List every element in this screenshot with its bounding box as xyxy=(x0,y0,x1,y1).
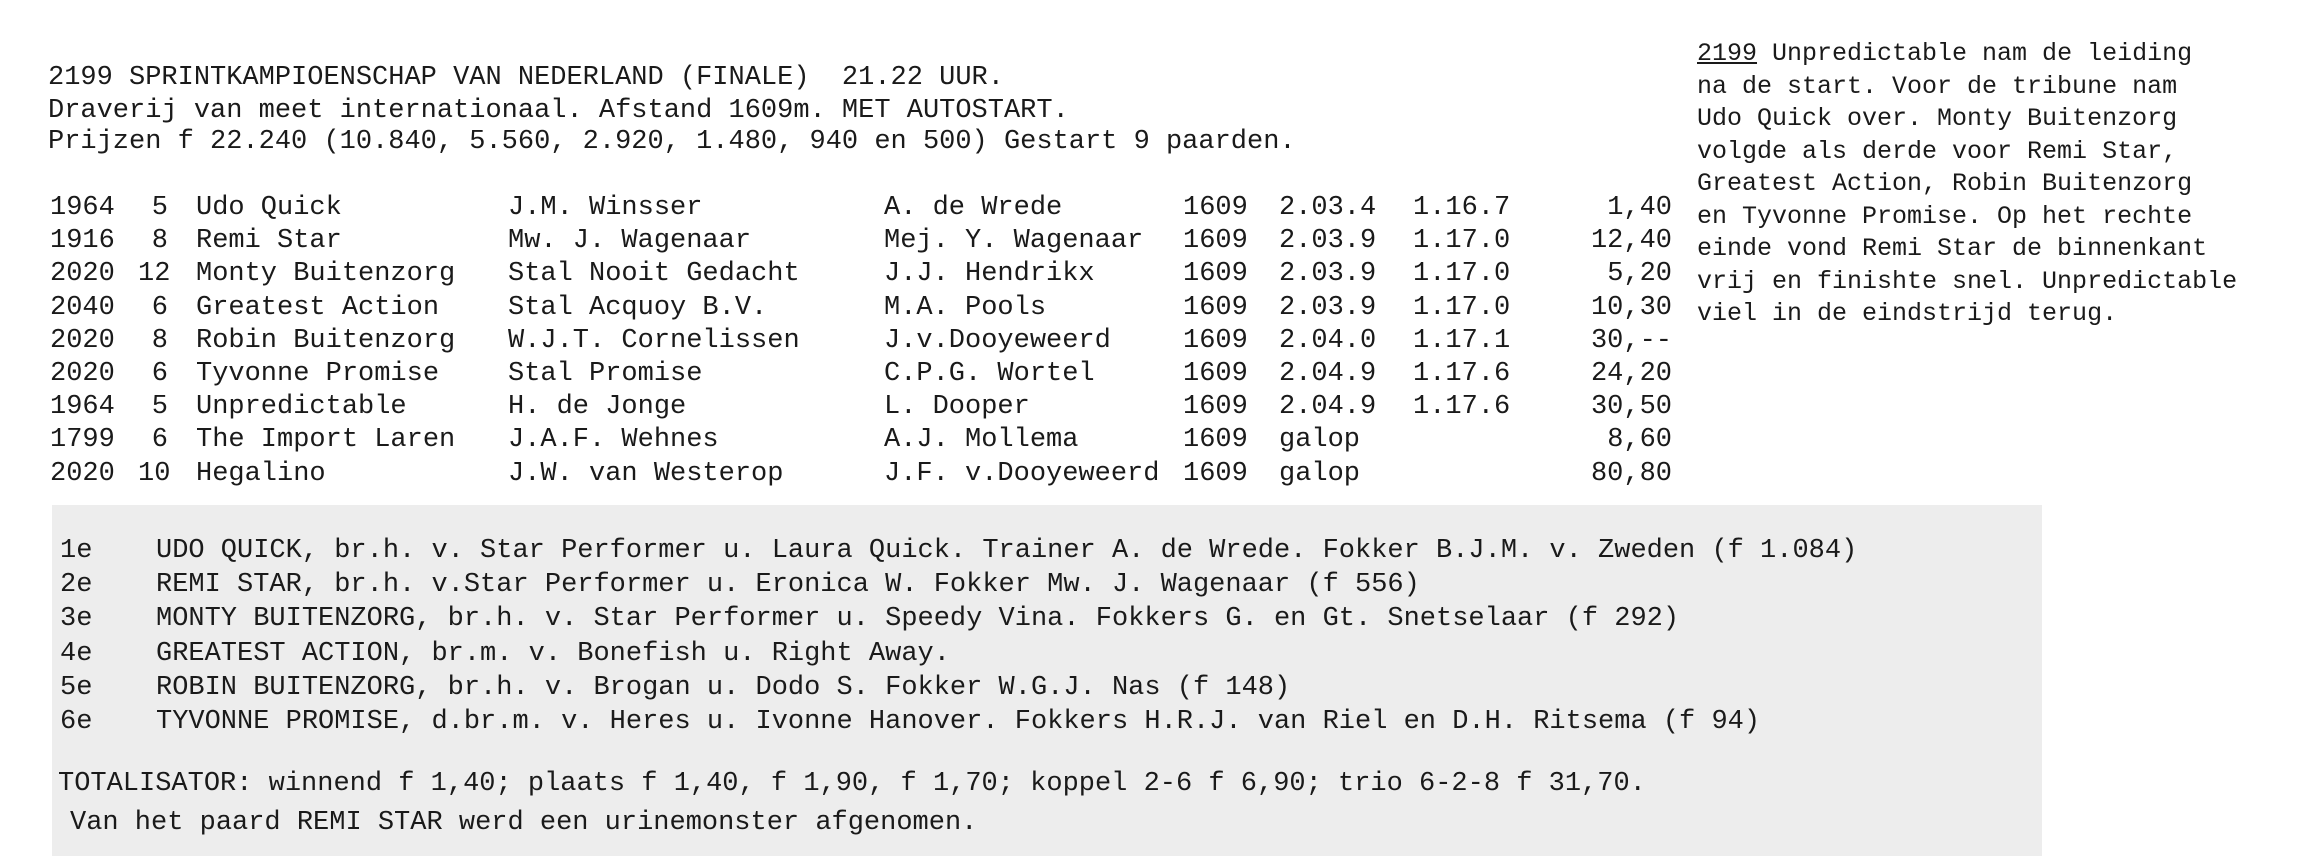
placing-description: ROBIN BUITENZORG, br.h. v. Brogan u. Dodo S. Fokker W.G.J. Nas (f 148) xyxy=(156,672,1291,703)
commentary-line: Greatest Action, Robin Buitenzorg xyxy=(1697,169,2193,198)
result-odds: 5,20 xyxy=(1607,259,1672,290)
result-owner: J.A.F. Wehnes xyxy=(508,425,719,456)
result-horse: Unpredictable xyxy=(196,392,407,423)
result-driver: J.v.Dooyeweerd xyxy=(884,325,1111,356)
result-distance: 1609 xyxy=(1183,325,1248,356)
result-owner: J.W. van Westerop xyxy=(508,458,784,489)
result-driver: A. de Wrede xyxy=(884,193,1063,223)
result-owner: W.J.T. Cornelissen xyxy=(508,325,800,356)
result-owner: J.M. Winsser xyxy=(508,193,703,223)
commentary-race-number: 2199 xyxy=(1697,39,1758,68)
result-odds: 8,60 xyxy=(1607,425,1672,456)
placing-description: REMI STAR, br.h. v.Star Performer u. Eronica W. Fokker Mw. J. Wagenaar (f 556) xyxy=(156,570,1420,601)
result-odds: 30,50 xyxy=(1590,392,1672,423)
result-odds: 24,20 xyxy=(1590,359,1672,389)
result-km-time: 1.17.0 xyxy=(1413,292,1511,323)
result-odds: 1,40 xyxy=(1607,193,1672,223)
result-km-time: 1.16.7 xyxy=(1413,193,1511,223)
result-time: galop xyxy=(1279,458,1361,489)
race-prizes: Prijzen f 22.240 (10.840, 5.560, 2.920, 1.480, 940 en 500) Gestart 9 paarden. xyxy=(48,127,1296,157)
placing-position: 6e xyxy=(60,707,93,737)
placing-position: 2e xyxy=(60,570,93,601)
result-odds: 10,30 xyxy=(1590,292,1672,323)
result-code: 1916 xyxy=(50,226,115,257)
placing-position: 4e xyxy=(60,638,93,669)
placing-description: TYVONNE PROMISE, d.br.m. v. Heres u. Ivonne Hanover. Fokkers H.R.J. van Riel en D.H. Ritsema (f 94) xyxy=(156,707,1761,737)
result-distance: 1609 xyxy=(1183,359,1248,389)
result-km-time: 1.17.0 xyxy=(1413,226,1511,257)
result-driver: J.F. v.Dooyeweerd xyxy=(884,458,1160,489)
result-time: 2.03.9 xyxy=(1279,259,1377,290)
result-time: galop xyxy=(1279,425,1361,456)
result-horse: Greatest Action xyxy=(196,292,440,323)
result-code: 1964 xyxy=(50,193,115,223)
result-time: 2.03.4 xyxy=(1279,193,1377,223)
race-commentary xyxy=(1697,38,2257,331)
result-km-time: 1.17.6 xyxy=(1413,392,1511,423)
commentary-line: na de start. Voor de tribune nam xyxy=(1697,71,2178,101)
commentary-line: viel in de eindstrijd terug. xyxy=(1697,299,2118,328)
commentary-line: Unpredictable nam de leiding xyxy=(1757,39,2193,68)
result-horse: Monty Buitenzorg xyxy=(196,259,456,290)
result-owner: Stal Acquoy B.V. xyxy=(508,292,768,323)
result-distance: 1609 xyxy=(1183,259,1248,290)
result-driver: L. Dooper xyxy=(884,392,1030,423)
result-km-time: 1.17.6 xyxy=(1413,359,1511,389)
result-horse: Robin Buitenzorg xyxy=(196,325,456,356)
result-number: 6 xyxy=(151,359,168,389)
result-owner: H. de Jonge xyxy=(508,392,687,423)
result-driver: Mej. Y. Wagenaar xyxy=(884,226,1144,257)
result-driver: C.P.G. Wortel xyxy=(884,359,1095,389)
placing-position: 5e xyxy=(60,672,93,703)
commentary-line: einde vond Remi Star de binnenkant xyxy=(1697,234,2208,263)
result-km-time: 1.17.0 xyxy=(1413,259,1511,290)
urine-test-note: Van het paard REMI STAR werd een urinemonster afgenomen. xyxy=(70,808,978,838)
result-odds: 12,40 xyxy=(1590,226,1672,257)
result-owner: Mw. J. Wagenaar xyxy=(508,226,752,257)
result-time: 2.04.9 xyxy=(1279,359,1377,389)
result-number: 6 xyxy=(151,292,168,323)
result-number: 12 xyxy=(138,259,171,290)
result-code: 2020 xyxy=(50,325,115,356)
placing-position: 3e xyxy=(60,604,93,635)
result-time: 2.03.9 xyxy=(1279,292,1377,323)
result-odds: 80,80 xyxy=(1590,458,1672,489)
placing-description: MONTY BUITENZORG, br.h. v. Star Performer u. Speedy Vina. Fokkers G. en Gt. Snetselaar (f 292) xyxy=(156,604,1680,635)
commentary-line: vrij en finishte snel. Unpredictable xyxy=(1697,266,2238,296)
totalisator-line: TOTALISATOR: winnend f 1,40; plaats f 1,40, f 1,90, f 1,70; koppel 2-6 f 6,90; trio 6-2-8 f 31,70. xyxy=(58,769,1646,799)
placing-description: GREATEST ACTION, br.m. v. Bonefish u. Right Away. xyxy=(156,638,950,669)
race-conditions: Draverij van meet internationaal. Afstand 1609m. MET AUTOSTART. xyxy=(48,96,1069,126)
result-number: 6 xyxy=(151,425,168,456)
result-number: 8 xyxy=(151,325,168,356)
result-driver: M.A. Pools xyxy=(884,292,1047,323)
result-distance: 1609 xyxy=(1183,292,1248,323)
result-number: 8 xyxy=(151,226,168,257)
placing-position: 1e xyxy=(60,536,93,566)
result-number: 5 xyxy=(151,392,168,423)
result-time: 2.03.9 xyxy=(1279,226,1377,257)
result-distance: 1609 xyxy=(1183,458,1248,489)
result-distance: 1609 xyxy=(1183,392,1248,423)
race-title: 2199 SPRINTKAMPIOENSCHAP VAN NEDERLAND (FINALE) 21.22 UUR. xyxy=(48,63,1004,93)
result-time: 2.04.0 xyxy=(1279,325,1377,356)
result-code: 2020 xyxy=(50,359,115,389)
result-distance: 1609 xyxy=(1183,226,1248,257)
commentary-line: en Tyvonne Promise. Op het rechte xyxy=(1697,201,2193,231)
result-horse: Udo Quick xyxy=(196,193,342,223)
result-code: 2040 xyxy=(50,292,115,323)
commentary-line: Udo Quick over. Monty Buitenzorg xyxy=(1697,104,2178,133)
result-number: 10 xyxy=(138,458,171,489)
result-code: 2020 xyxy=(50,259,115,290)
result-distance: 1609 xyxy=(1183,425,1248,456)
result-horse: Tyvonne Promise xyxy=(196,359,440,389)
result-odds: 30,-- xyxy=(1590,325,1672,356)
result-owner: Stal Promise xyxy=(508,359,703,389)
result-driver: A.J. Mollema xyxy=(884,425,1079,456)
result-time: 2.04.9 xyxy=(1279,392,1377,423)
result-horse: Remi Star xyxy=(196,226,342,257)
commentary-line: volgde als derde voor Remi Star, xyxy=(1697,136,2178,166)
result-number: 5 xyxy=(151,193,168,223)
result-distance: 1609 xyxy=(1183,193,1248,223)
result-horse: Hegalino xyxy=(196,458,326,489)
result-km-time: 1.17.1 xyxy=(1413,325,1511,356)
result-owner: Stal Nooit Gedacht xyxy=(508,259,800,290)
result-code: 1799 xyxy=(50,425,115,456)
result-driver: J.J. Hendrikx xyxy=(884,259,1095,290)
result-horse: The Import Laren xyxy=(196,425,456,456)
result-code: 1964 xyxy=(50,392,115,423)
result-code: 2020 xyxy=(50,458,115,489)
placing-description: UDO QUICK, br.h. v. Star Performer u. Laura Quick. Trainer A. de Wrede. Fokker B.J.M. v. Zweden (f 1.084) xyxy=(156,536,1858,566)
